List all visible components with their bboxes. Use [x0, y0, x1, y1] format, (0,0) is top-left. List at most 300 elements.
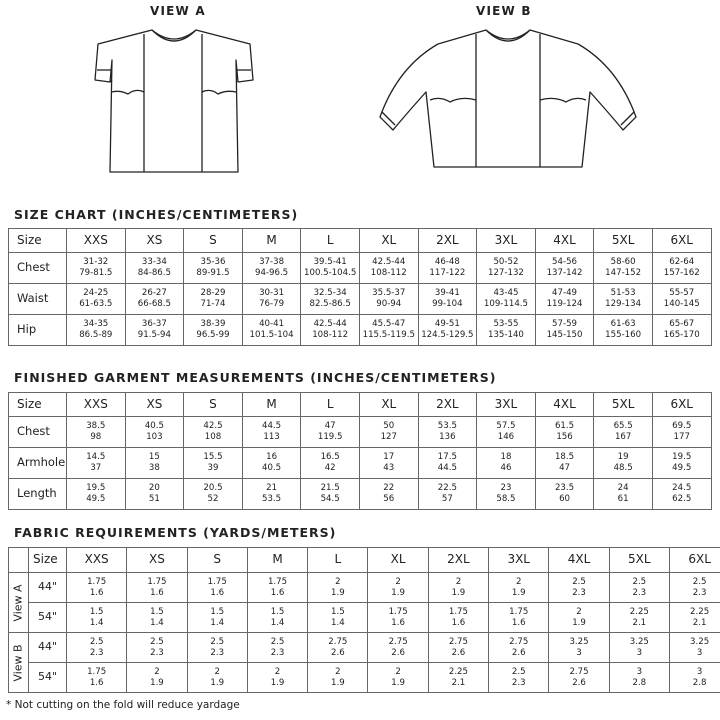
value-centimeters: 86.5-89: [79, 330, 113, 340]
table-cell: [125, 417, 184, 448]
value-meters: 2.8: [692, 677, 707, 688]
table-cell: [359, 448, 418, 479]
table-row: [9, 573, 720, 603]
value-inches: 36-37: [141, 319, 167, 330]
value-centimeters: 56: [383, 494, 395, 504]
table-cell: [477, 417, 536, 448]
table-cell: [242, 253, 301, 284]
value-meters: 2.6: [451, 647, 466, 658]
value-inches: 51-53: [610, 288, 636, 299]
value-yards: 3.25: [690, 636, 710, 647]
value-inches: 45.5-47: [372, 319, 406, 330]
view-b-garment-illustration: [368, 22, 658, 182]
table-cell: [428, 603, 488, 633]
value-centimeters: 124.5-129.5: [421, 330, 474, 340]
table-cell: [418, 315, 477, 346]
value-yards: 2: [335, 666, 341, 677]
value-inches: 40-41: [259, 319, 285, 330]
table-cell: [594, 253, 653, 284]
table-cell: [652, 479, 711, 510]
table-cell: [549, 633, 609, 663]
table-cell: [67, 284, 126, 315]
value-inches: 22.5: [437, 483, 457, 494]
table-cell: [652, 417, 711, 448]
value-centimeters: 42: [324, 463, 336, 473]
value-centimeters: 66-68.5: [137, 299, 171, 309]
value-centimeters: 61-63.5: [79, 299, 113, 309]
value-yards: 1.75: [388, 606, 408, 617]
value-meters: 1.9: [270, 677, 285, 688]
value-centimeters: 57: [441, 494, 453, 504]
size-column-header: L: [301, 229, 360, 253]
value-centimeters: 109-114.5: [483, 299, 528, 309]
table-row: [9, 417, 712, 448]
header-row: [9, 393, 712, 417]
table-cell: [359, 253, 418, 284]
table-cell: [594, 417, 653, 448]
table-cell: [127, 573, 187, 603]
value-yards: 1.75: [267, 576, 288, 587]
table-cell: [652, 284, 711, 315]
table-cell: [247, 603, 307, 633]
table-cell: [308, 663, 368, 693]
table-cell: [359, 315, 418, 346]
size-column-header: XXS: [67, 393, 126, 417]
table-cell: [125, 253, 184, 284]
value-inches: 47: [324, 421, 336, 432]
value-meters: 1.9: [210, 677, 225, 688]
table-row: [9, 633, 720, 663]
value-centimeters: 129-134: [605, 299, 642, 309]
value-meters: 2.8: [632, 677, 647, 688]
value-centimeters: 103: [146, 432, 163, 442]
table-cell: [67, 448, 126, 479]
table-cell: [428, 633, 488, 663]
size-column-header: 5XL: [609, 548, 669, 573]
view-label-text: View A: [11, 583, 25, 622]
value-centimeters: 48.5: [613, 463, 633, 473]
value-meters: 2.3: [150, 647, 164, 658]
value-meters: 1.9: [331, 677, 345, 688]
value-yards: 2.25: [690, 606, 710, 617]
value-centimeters: 91.5-94: [137, 330, 171, 340]
size-column-header: 4XL: [535, 393, 594, 417]
table-cell: [418, 448, 477, 479]
table-cell: [184, 284, 243, 315]
row-label: Chest: [9, 417, 67, 448]
value-centimeters: 113: [263, 432, 280, 442]
table-cell: [368, 573, 428, 603]
value-meters: 1.9: [391, 587, 405, 598]
table-row: [9, 603, 720, 633]
size-column-header: 6XL: [652, 393, 711, 417]
value-inches: 22: [383, 483, 395, 494]
table-cell: [301, 284, 360, 315]
value-centimeters: 76-79: [259, 299, 285, 309]
value-inches: 15: [148, 452, 160, 463]
value-inches: 33-34: [141, 257, 167, 268]
value-centimeters: 90-94: [376, 299, 402, 309]
value-yards: 2.75: [509, 636, 529, 647]
value-meters: 3: [636, 647, 643, 658]
table-cell: [127, 603, 187, 633]
value-yards: 3: [636, 666, 643, 677]
value-meters: 2.1: [451, 677, 466, 688]
value-yards: 3.25: [629, 636, 649, 647]
value-meters: 1.6: [391, 617, 405, 628]
value-centimeters: 165-170: [663, 330, 700, 340]
fabric-requirements-title: FABRIC REQUIREMENTS (YARDS/METERS): [14, 525, 337, 540]
table-cell: [368, 603, 428, 633]
value-yards: 1.75: [87, 666, 107, 677]
value-meters: 2.3: [89, 647, 104, 658]
table-cell: [184, 448, 243, 479]
footnote: * Not cutting on the fold will reduce yardage: [6, 699, 240, 711]
value-centimeters: 155-160: [605, 330, 642, 340]
table-cell: [67, 573, 127, 603]
value-centimeters: 58.5: [496, 494, 516, 504]
table-cell: [489, 603, 549, 633]
value-inches: 61.5: [554, 421, 575, 432]
value-centimeters: 96.5-99: [196, 330, 230, 340]
value-centimeters: 37: [90, 463, 102, 473]
value-centimeters: 49.5: [86, 494, 106, 504]
header-row: [9, 229, 712, 253]
value-inches: 16: [266, 452, 278, 463]
header-row: [9, 548, 720, 573]
row-label: Hip: [9, 315, 67, 346]
table-cell: [184, 315, 243, 346]
value-meters: 1.4: [331, 617, 345, 628]
value-centimeters: 71-74: [200, 299, 226, 309]
table-cell: [125, 479, 184, 510]
value-inches: 17: [383, 452, 395, 463]
view-a-garment-illustration: [90, 22, 260, 182]
table-cell: [308, 573, 368, 603]
table-cell: [242, 284, 301, 315]
size-column-header: XL: [359, 229, 418, 253]
value-meters: 1.9: [150, 677, 164, 688]
value-meters: 1.9: [572, 617, 586, 628]
value-meters: 2.3: [572, 587, 586, 598]
view-a-label: VIEW A: [150, 4, 206, 18]
size-column-header: 6XL: [652, 229, 711, 253]
value-inches: 34-35: [83, 319, 109, 330]
value-yards: 2.5: [511, 666, 526, 677]
size-column-header: 5XL: [594, 229, 653, 253]
value-yards: 2.25: [629, 606, 649, 617]
table-cell: [418, 479, 477, 510]
fabric-width-label: 54": [29, 603, 67, 633]
value-meters: 2.6: [331, 647, 345, 658]
value-inches: 19: [617, 452, 629, 463]
size-column-header: 6XL: [669, 548, 720, 573]
value-meters: 3: [576, 647, 582, 658]
table-cell: [247, 663, 307, 693]
table-row: [9, 253, 712, 284]
finished-measurements-table: [8, 392, 712, 510]
value-centimeters: 52: [207, 494, 219, 504]
value-meters: 2.3: [270, 647, 285, 658]
size-column-header: L: [301, 393, 360, 417]
value-yards: 2.5: [210, 636, 225, 647]
value-meters: 1.4: [150, 617, 164, 628]
table-cell: [489, 573, 549, 603]
table-cell: [67, 663, 127, 693]
value-centimeters: 38: [148, 463, 160, 473]
value-centimeters: 79-81.5: [79, 268, 113, 278]
value-meters: 2.3: [692, 587, 707, 598]
value-centimeters: 156: [556, 432, 573, 442]
table-cell: [301, 417, 360, 448]
value-centimeters: 145-150: [546, 330, 583, 340]
value-centimeters: 61: [617, 494, 629, 504]
value-inches: 32.5-34: [313, 288, 347, 299]
value-inches: 35-36: [200, 257, 226, 268]
value-inches: 39.5-41: [313, 257, 347, 268]
value-centimeters: 47: [559, 463, 571, 473]
finished-measurements-title: FINISHED GARMENT MEASUREMENTS (INCHES/CENTIMETERS): [14, 370, 497, 385]
size-column-header: L: [308, 548, 368, 573]
table-cell: [669, 573, 720, 603]
value-inches: 28-29: [200, 288, 226, 299]
value-centimeters: 94-96.5: [254, 268, 289, 278]
table-cell: [359, 284, 418, 315]
table-cell: [125, 315, 184, 346]
value-yards: 1.75: [207, 576, 227, 587]
table-cell: [535, 284, 594, 315]
table-cell: [418, 284, 477, 315]
table-cell: [247, 633, 307, 663]
table-cell: [418, 253, 477, 284]
value-centimeters: 44.5: [437, 463, 457, 473]
value-centimeters: 119-124: [546, 299, 583, 309]
value-yards: 1.5: [210, 606, 225, 617]
table-cell: [609, 573, 669, 603]
value-meters: 1.6: [270, 587, 285, 598]
table-cell: [187, 663, 247, 693]
value-meters: 1.6: [451, 617, 466, 628]
size-column-header: XS: [125, 393, 184, 417]
value-meters: 1.6: [89, 587, 104, 598]
table-cell: [308, 603, 368, 633]
value-meters: 1.6: [210, 587, 225, 598]
value-yards: 2: [515, 576, 522, 587]
value-inches: 62-64: [669, 257, 695, 268]
size-column-header: 3XL: [489, 548, 549, 573]
value-yards: 2.5: [150, 636, 164, 647]
value-yards: 2.75: [448, 636, 468, 647]
table-cell: [67, 479, 126, 510]
table-cell: [125, 284, 184, 315]
value-yards: 1.5: [150, 606, 164, 617]
value-meters: 2.6: [391, 647, 405, 658]
value-inches: 18.5: [554, 452, 575, 463]
table-cell: [359, 479, 418, 510]
size-column-header: M: [247, 548, 307, 573]
value-inches: 15.5: [203, 452, 223, 463]
value-centimeters: 89-91.5: [196, 268, 230, 278]
table-cell: [184, 253, 243, 284]
table-cell: [669, 663, 720, 693]
view-b-group-label: [9, 633, 29, 693]
table-cell: [242, 448, 301, 479]
value-yards: 1.5: [270, 606, 285, 617]
value-yards: 2: [395, 576, 401, 587]
value-yards: 2.5: [692, 576, 707, 587]
table-cell: [594, 479, 653, 510]
value-centimeters: 99-104: [432, 299, 463, 309]
value-centimeters: 117-122: [429, 268, 466, 278]
table-cell: [187, 603, 247, 633]
value-centimeters: 135-140: [487, 330, 524, 340]
table-cell: [477, 448, 536, 479]
value-inches: 61-63: [610, 319, 636, 330]
value-yards: 2: [395, 666, 401, 677]
value-inches: 57-59: [552, 319, 578, 330]
table-cell: [368, 633, 428, 663]
table-cell: [418, 417, 477, 448]
size-column-header: XXS: [67, 548, 127, 573]
value-yards: 2.5: [572, 576, 586, 587]
value-centimeters: 84-86.5: [137, 268, 171, 278]
table-cell: [67, 603, 127, 633]
value-centimeters: 108-112: [312, 330, 349, 340]
view-b-label: VIEW B: [476, 4, 532, 18]
table-row: [9, 663, 720, 693]
value-centimeters: 147-152: [605, 268, 642, 278]
value-yards: 1.5: [331, 606, 345, 617]
value-inches: 58-60: [610, 257, 636, 268]
value-meters: 1.9: [451, 587, 466, 598]
table-cell: [477, 315, 536, 346]
table-cell: [242, 417, 301, 448]
table-cell: [652, 253, 711, 284]
value-inches: 53.5: [437, 421, 457, 432]
value-centimeters: 98: [90, 432, 102, 442]
value-yards: 2: [455, 576, 462, 587]
view-a-group-label: [9, 573, 29, 633]
size-column-header: S: [184, 229, 243, 253]
table-cell: [187, 633, 247, 663]
table-cell: [594, 315, 653, 346]
table-cell: [477, 253, 536, 284]
fabric-width-label: 44": [29, 633, 67, 663]
table-cell: [187, 573, 247, 603]
table-row: [9, 315, 712, 346]
size-column-header: S: [184, 393, 243, 417]
value-inches: 14.5: [86, 452, 106, 463]
table-cell: [535, 315, 594, 346]
table-cell: [301, 479, 360, 510]
value-meters: 1.6: [511, 617, 526, 628]
value-meters: 1.9: [331, 587, 345, 598]
value-centimeters: 51: [148, 494, 160, 504]
table-cell: [535, 448, 594, 479]
value-centimeters: 62.5: [672, 494, 692, 504]
value-inches: 35.5-37: [372, 288, 406, 299]
blank-corner: [9, 548, 29, 573]
value-inches: 65-67: [669, 319, 695, 330]
table-cell: [535, 253, 594, 284]
table-cell: [652, 448, 711, 479]
value-inches: 16.5: [320, 452, 340, 463]
value-yards: 2.5: [270, 636, 285, 647]
table-cell: [184, 417, 243, 448]
table-cell: [669, 633, 720, 663]
table-cell: [368, 663, 428, 693]
table-cell: [535, 417, 594, 448]
value-meters: 1.9: [391, 677, 405, 688]
table-cell: [489, 663, 549, 693]
value-inches: 26-27: [141, 288, 167, 299]
fabric-width-label: 44": [29, 573, 67, 603]
value-centimeters: 49.5: [672, 463, 692, 473]
table-cell: [535, 479, 594, 510]
value-centimeters: 119.5: [317, 432, 343, 442]
value-inches: 46-48: [434, 257, 460, 268]
value-inches: 21.5: [320, 483, 340, 494]
value-yards: 2.5: [89, 636, 104, 647]
value-yards: 1.75: [87, 576, 107, 587]
table-cell: [477, 284, 536, 315]
value-inches: 38.5: [86, 421, 106, 432]
table-cell: [301, 315, 360, 346]
value-inches: 44.5: [262, 421, 282, 432]
value-centimeters: 40.5: [262, 463, 282, 473]
table-cell: [184, 479, 243, 510]
size-column-header: XL: [368, 548, 428, 573]
table-cell: [67, 633, 127, 663]
value-inches: 17.5: [437, 452, 457, 463]
table-cell: [242, 315, 301, 346]
table-cell: [127, 633, 187, 663]
value-inches: 40.5: [144, 421, 164, 432]
value-inches: 18: [500, 452, 512, 463]
value-inches: 42.5-44: [372, 257, 406, 268]
table-cell: [67, 417, 126, 448]
size-chart-table: [8, 228, 712, 346]
size-column-header: 2XL: [418, 393, 477, 417]
value-yards: 2.75: [388, 636, 408, 647]
fabric-width-label: 54": [29, 663, 67, 693]
value-centimeters: 127-132: [487, 268, 524, 278]
value-inches: 23: [500, 483, 512, 494]
size-header: Size: [9, 393, 67, 417]
value-meters: 2.3: [632, 587, 647, 598]
value-inches: 47-49: [552, 288, 578, 299]
value-yards: 2: [154, 666, 160, 677]
value-meters: 2.6: [572, 677, 586, 688]
value-inches: 57.5: [496, 421, 516, 432]
size-column-header: 5XL: [594, 393, 653, 417]
value-yards: 1.75: [509, 606, 529, 617]
table-cell: [428, 573, 488, 603]
value-centimeters: 39: [207, 463, 219, 473]
size-header: Size: [9, 229, 67, 253]
value-meters: 2.3: [210, 647, 225, 658]
value-yards: 3: [696, 666, 703, 677]
value-inches: 38-39: [200, 319, 226, 330]
table-cell: [609, 633, 669, 663]
size-column-header: 2XL: [418, 229, 477, 253]
table-cell: [301, 253, 360, 284]
value-yards: 2: [576, 606, 582, 617]
table-cell: [308, 633, 368, 663]
size-column-header: XL: [359, 393, 418, 417]
value-inches: 20.5: [203, 483, 223, 494]
value-yards: 1.75: [448, 606, 468, 617]
